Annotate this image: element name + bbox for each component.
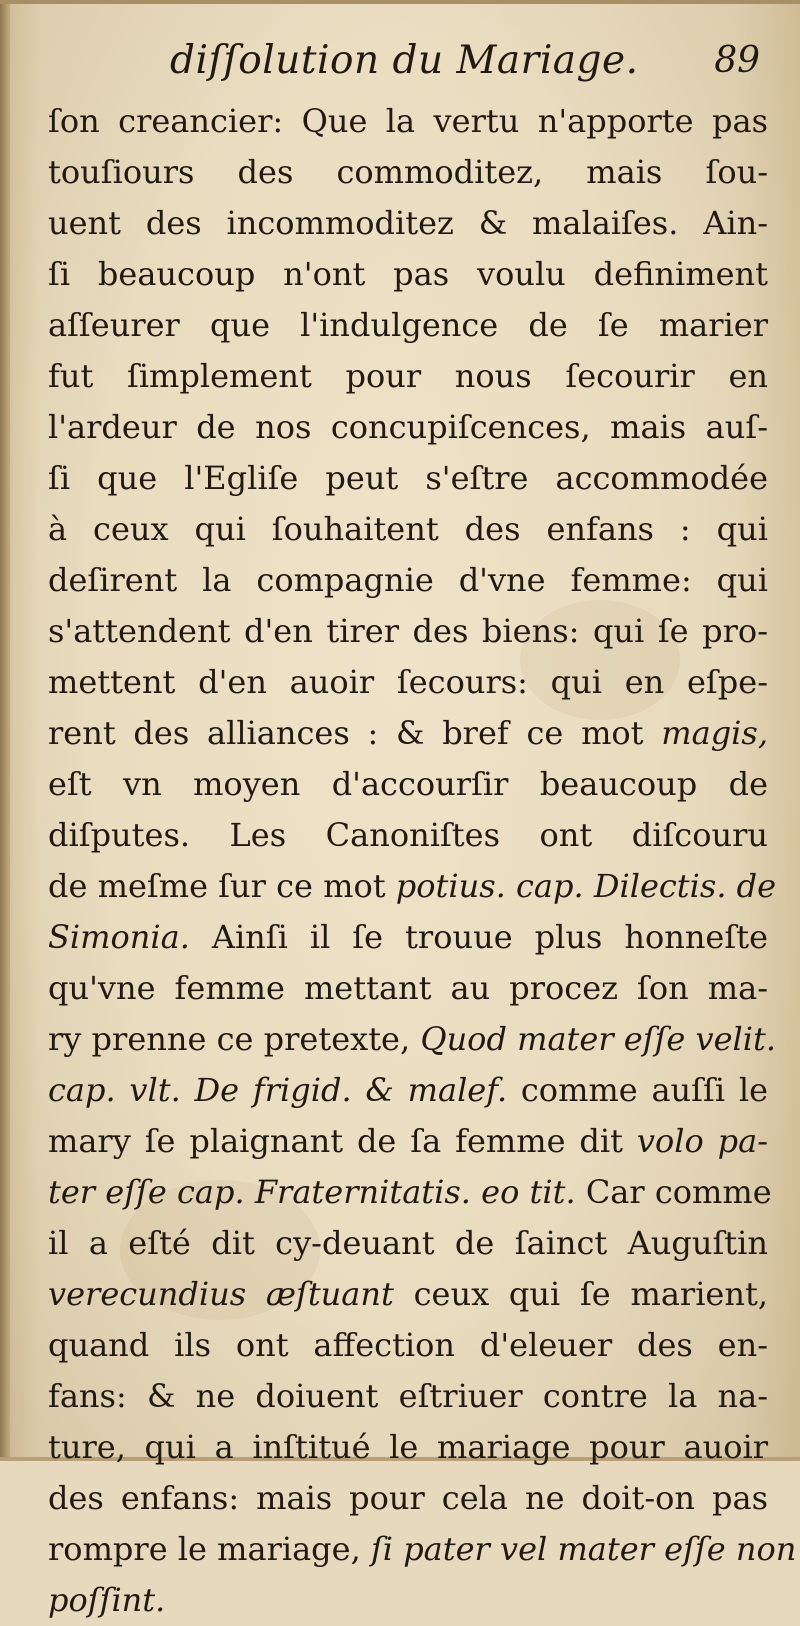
text-segment: comme auſſi le — [507, 1071, 769, 1109]
text-segment: ry prenne ce pretexte, — [48, 1020, 421, 1058]
text-line — [48, 402, 768, 453]
text-segment: Ainſi il ſe trouue plus honneſte — [189, 918, 768, 956]
text-segment: mettent d'en auoir ſecours: qui en eſpe- — [48, 663, 768, 701]
text-segment: ceux qui ſe marient, — [393, 1275, 769, 1313]
text-segment: aſſeurer que l'indulgence de ſe marier — [48, 306, 768, 344]
text-line — [48, 147, 768, 198]
text-segment: uent des incommoditez & malaiſes. Ain- — [48, 204, 768, 242]
text-line — [48, 963, 768, 1014]
page-header — [170, 38, 760, 96]
text-segment: ſon creancier: Que la vertu n'apporte pas — [48, 102, 768, 140]
text-line — [48, 708, 768, 759]
text-segment: diſputes. Les Canoniſtes ont diſcouru — [48, 816, 768, 854]
text-line — [48, 453, 768, 504]
text-segment: eſt vn moyen d'accourſir beaucoup de — [48, 765, 768, 803]
italic-text-segment: volo pa- — [636, 1122, 769, 1160]
text-line — [48, 1524, 797, 1575]
text-segment: quand ils ont affection d'eleuer des en- — [48, 1326, 768, 1364]
text-segment: ture, qui a inſtitué le mariage pour auoir — [48, 1428, 768, 1466]
text-line — [48, 1575, 768, 1626]
text-segment: à ceux qui ſouhaitent des enfans : qui — [48, 510, 768, 548]
text-segment: ſi beaucoup n'ont pas voulu definiment — [48, 255, 768, 293]
text-line — [48, 657, 768, 708]
body-text — [48, 96, 797, 1626]
italic-text-segment: ter eſſe cap. Fraternitatis. eo tit. — [48, 1173, 576, 1211]
text-segment: de meſme ſur ce mot — [48, 867, 396, 905]
text-line — [48, 1269, 768, 1320]
text-segment: fut ſimplement pour nous ſecourir en — [48, 357, 768, 395]
text-line — [48, 1116, 768, 1167]
text-line — [48, 861, 777, 912]
text-line — [48, 351, 768, 402]
text-line — [48, 555, 768, 606]
text-segment: rompre le mariage, — [48, 1530, 371, 1568]
text-line — [48, 810, 768, 861]
text-line — [48, 1422, 768, 1473]
text-segment: fans: & ne doiuent eſtriuer contre la na- — [48, 1377, 768, 1415]
text-line — [48, 249, 768, 300]
text-line — [48, 1371, 768, 1422]
italic-text-segment: Quod mater eſſe velit. — [420, 1020, 777, 1058]
text-line — [48, 606, 768, 657]
text-segment: touſiours des commoditez, mais ſou- — [48, 153, 768, 191]
text-line — [48, 198, 768, 249]
italic-text-segment: cap. vlt. De frigid. & malef. — [48, 1071, 508, 1109]
italic-text-segment: ſi pater vel mater eſſe non — [370, 1530, 797, 1568]
text-line — [48, 1065, 768, 1116]
text-line — [48, 759, 768, 810]
page-gutter-shadow — [0, 0, 10, 1461]
page-number: 89 — [714, 40, 760, 81]
italic-text-segment: verecundius æſtuant — [48, 1275, 394, 1313]
running-title: diſſolution du Mariage. — [170, 38, 639, 83]
text-segment: rent des alliances : & bref ce mot — [48, 714, 662, 752]
text-line — [48, 912, 768, 963]
text-segment: deſirent la compagnie d'vne femme: qui — [48, 561, 768, 599]
text-line — [48, 1014, 777, 1065]
text-line — [48, 1320, 768, 1371]
text-line — [48, 1167, 772, 1218]
text-line — [48, 300, 768, 351]
text-line — [48, 1218, 768, 1269]
text-segment: ſi que l'Egliſe peut s'eſtre accommodée — [48, 459, 768, 497]
page-top-edge — [0, 0, 800, 4]
text-segment: Car comme — [575, 1173, 772, 1211]
text-segment: qu'vne femme mettant au procez ſon ma- — [48, 969, 768, 1007]
text-line — [48, 96, 768, 147]
text-segment: des enfans: mais pour cela ne doit-on pas — [48, 1479, 768, 1517]
italic-text-segment: magis, — [661, 714, 768, 752]
text-line — [48, 1473, 768, 1524]
text-segment: il a eſté dit cy-deuant de ſainct Auguſtin — [48, 1224, 768, 1262]
text-segment: mary ſe plaignant de ſa femme dit — [48, 1122, 637, 1160]
text-segment: l'ardeur de nos concupiſcences, mais auſ- — [48, 408, 768, 446]
italic-text-segment: potius. cap. Dilectis. de — [395, 867, 777, 905]
text-segment: s'attendent d'en tirer des biens: qui ſe pro- — [48, 612, 768, 650]
text-line — [48, 504, 768, 555]
italic-text-segment: Simonia. — [48, 918, 190, 956]
italic-text-segment: poſſint. — [48, 1581, 166, 1619]
